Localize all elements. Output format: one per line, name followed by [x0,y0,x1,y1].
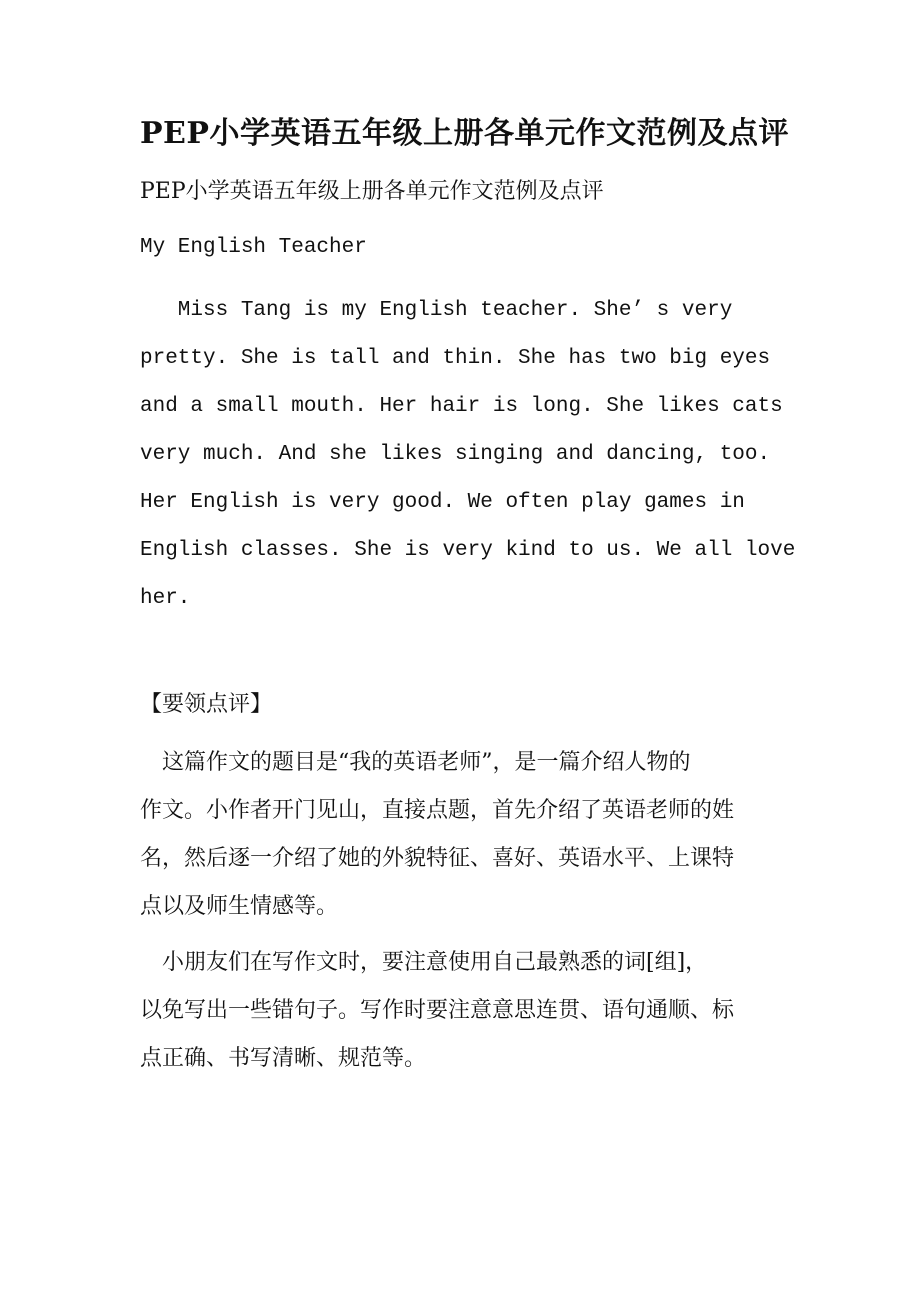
essay-title: My English Teacher [140,236,367,259]
comment-line: 点正确、书写清晰、规范等。 [140,1046,427,1071]
comment-line: 这篇作文的题目是“我的英语老师”，是一篇介绍人物的 [140,750,691,775]
essay-line: Her English is very good. We often play games in [140,491,745,514]
comment-line: 作文。小作者开门见山，直接点题，首先介绍了英语老师的姓 [140,798,735,823]
essay-line: pretty. She is tall and thin. She has two big eyes [140,347,771,370]
comment-paragraph-1 [140,739,800,931]
comment-paragraph-2 [140,939,800,1083]
document-title: PEP小学英语五年级上册各单元作文范例及点评 [140,116,789,151]
document-subtitle: PEP小学英语五年级上册各单元作文范例及点评 [140,179,604,204]
essay-line: and a small mouth. Her hair is long. She likes cats [140,395,783,418]
comment-line: 以免写出一些错句子。写作时要注意意思连贯、语句通顺、标 [140,998,735,1023]
comment-heading: 【要领点评】 [140,692,273,717]
comment-line: 小朋友们在写作文时，要注意使用自己最熟悉的词[组]， [140,950,708,975]
essay-line: her. [140,587,191,610]
essay-line: Miss Tang is my English teacher. She’ s very [140,299,733,322]
comment-line: 名，然后逐一介绍了她的外貌特征、喜好、英语水平、上课特 [140,846,735,871]
comment-line: 点以及师生情感等。 [140,894,339,919]
essay-line: very much. And she likes singing and dancing, too. [140,443,771,466]
essay-body [140,287,796,623]
essay-line: English classes. She is very kind to us. We all love [140,539,796,562]
